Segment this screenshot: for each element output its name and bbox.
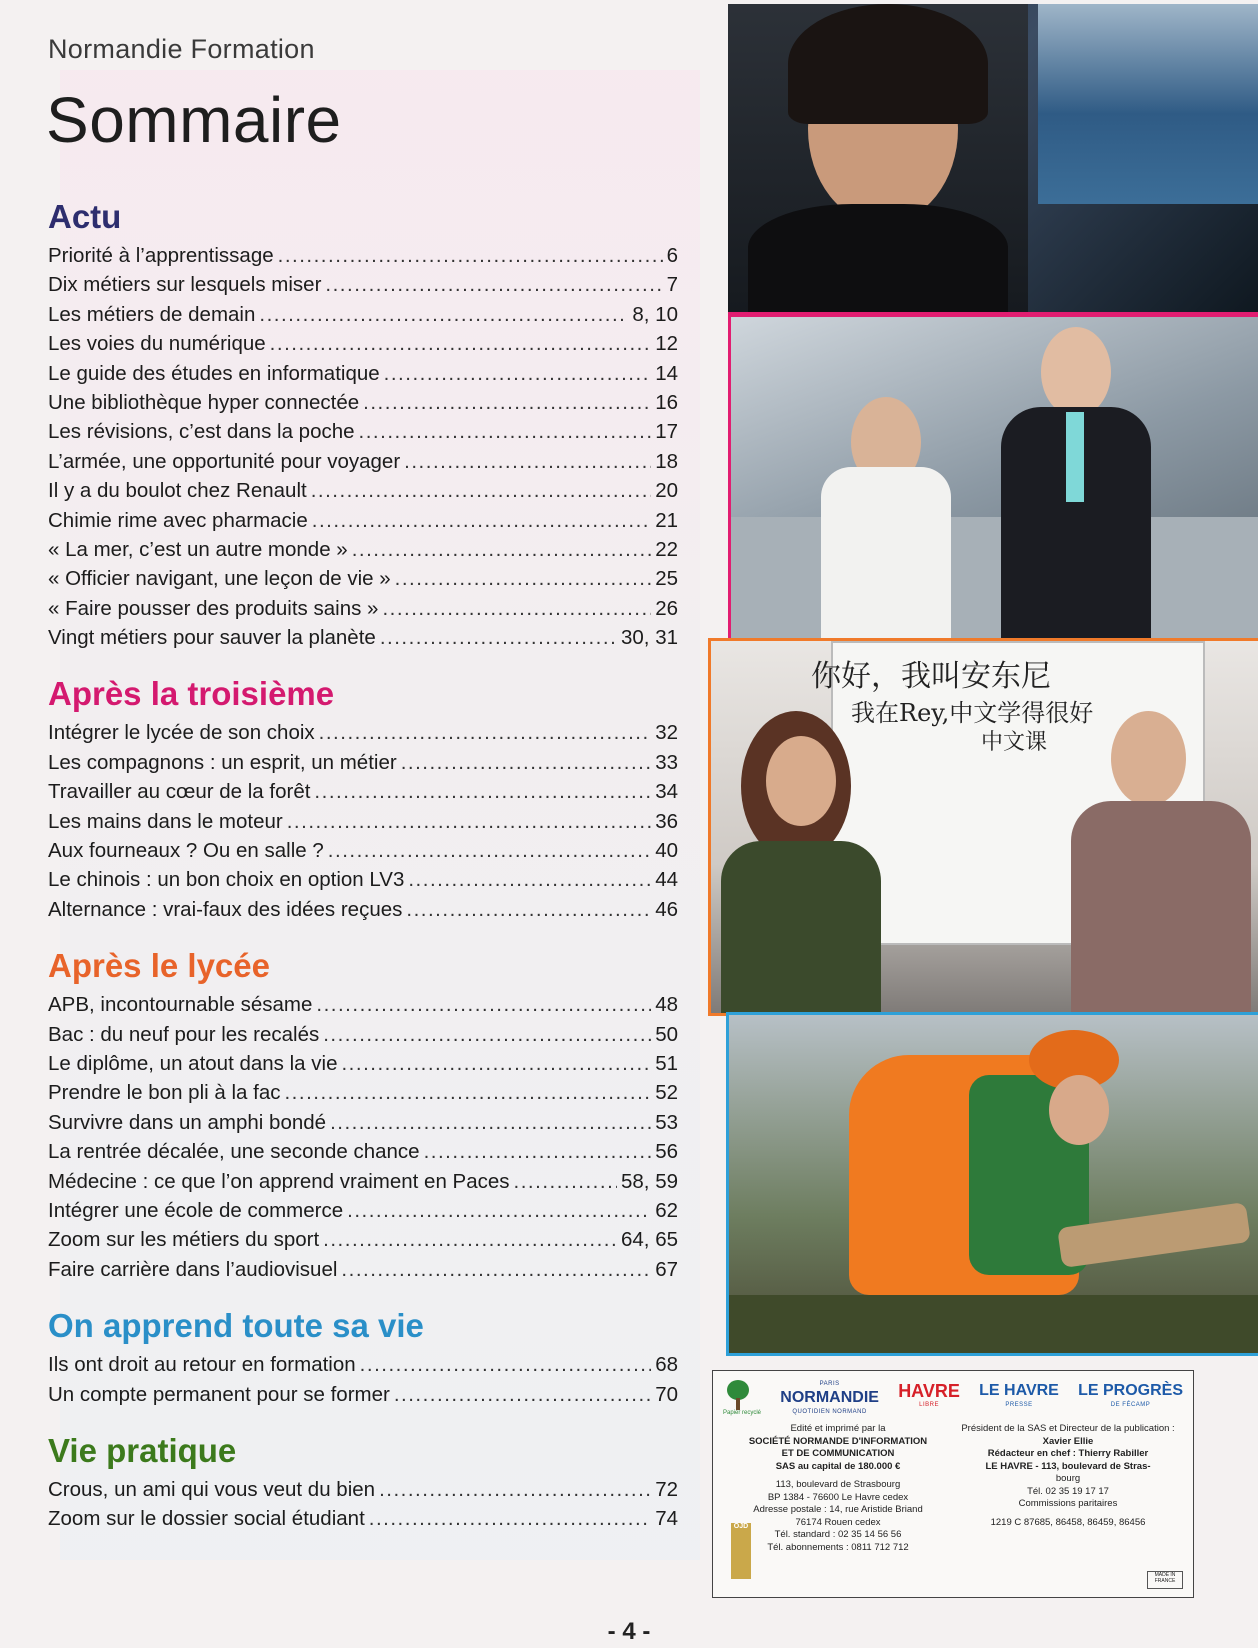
credits-line: ET DE COMMUNICATION — [781, 1448, 895, 1459]
dot-leader — [359, 417, 652, 446]
toc-entry-page: 21 — [655, 508, 678, 532]
toc-entry-label: Zoom sur le dossier social étudiant — [48, 1507, 365, 1531]
toc-entry[interactable] — [48, 895, 678, 924]
photo-student-simulator — [728, 4, 1258, 315]
toc-entry-label: Priorité à l’apprentissage — [48, 244, 274, 267]
photo-chinese-class — [708, 638, 1258, 1016]
ojd-badge: OJD — [731, 1523, 751, 1579]
toc-entry-page: 22 — [655, 537, 678, 561]
toc-entry-label: Faire carrière dans l’audiovisuel — [48, 1257, 338, 1281]
toc-entry[interactable] — [48, 594, 678, 623]
dot-leader — [408, 865, 651, 894]
toc-entry[interactable] — [48, 1020, 678, 1049]
toc-entry-page: 36 — [655, 809, 678, 833]
toc-entry[interactable] — [48, 1078, 678, 1107]
toc-entry[interactable] — [48, 1049, 678, 1078]
toc-entry[interactable] — [48, 447, 678, 476]
toc-entry-label: « Faire pousser des produits sains » — [48, 596, 379, 620]
dot-leader — [278, 241, 663, 270]
toc-entry-label: Les révisions, c’est dans la poche — [48, 420, 355, 444]
credits-line: Xavier Ellie — [1042, 1435, 1094, 1447]
dot-leader — [404, 447, 651, 476]
toc-entry-page: 46 — [655, 897, 678, 921]
toc-entry[interactable] — [48, 865, 678, 894]
toc-entry[interactable] — [48, 777, 678, 806]
section-apres-troisieme — [48, 674, 678, 924]
toc-entry-label: « La mer, c’est un autre monde » — [48, 537, 348, 561]
toc-entry[interactable] — [48, 564, 678, 593]
credits-line: Adresse postale : 14, rue Aristide Briand — [753, 1504, 923, 1515]
logo-le-progres: LE PROGRÈS DE FÉCAMP — [1078, 1382, 1183, 1408]
dot-leader — [380, 623, 617, 652]
credits-line: BP 1384 - 76600 Le Havre cedex — [767, 1491, 909, 1503]
credits-line: 113, boulevard de Strasbourg — [775, 1479, 901, 1490]
toc-entry-label: Dix métiers sur lesquels miser — [48, 273, 322, 297]
dot-leader — [287, 807, 651, 836]
toc-entry[interactable] — [48, 748, 678, 777]
toc-entry[interactable] — [48, 1225, 678, 1254]
toc-entry-page: 34 — [655, 780, 678, 804]
toc-entry-page: 18 — [655, 449, 678, 473]
board-text-line3: 中文课 — [981, 730, 1048, 755]
toc-entry[interactable] — [48, 329, 678, 358]
toc-entry-label: Une bibliothèque hyper connectée — [48, 390, 360, 414]
dot-leader — [395, 564, 652, 593]
toc-entry-label: L’armée, une opportunité pour voyager — [48, 449, 401, 473]
toc-entry-label: Les métiers de demain — [48, 302, 256, 326]
credits-line: SOCIÉTÉ NORMANDE D'INFORMATION — [748, 1435, 928, 1447]
section-heading: Après la troisième — [48, 675, 335, 713]
toc-entry[interactable] — [48, 1196, 678, 1225]
toc-entry-page: 44 — [655, 868, 678, 892]
toc-entry[interactable] — [48, 718, 678, 747]
dot-leader — [514, 1167, 617, 1196]
toc-entry-page: 14 — [655, 361, 678, 385]
board-text-line2: 我在Rey,中文学得很好 — [851, 699, 1094, 727]
toc-entry[interactable] — [48, 1137, 678, 1166]
toc-entry-label: Les compagnons : un esprit, un métier — [48, 750, 397, 774]
toc-entry-label: Zoom sur les métiers du sport — [48, 1228, 320, 1252]
section-actu — [48, 197, 678, 652]
section-heading: On apprend toute sa vie — [48, 1307, 424, 1345]
dot-leader — [284, 1078, 651, 1107]
toc-entry-page: 40 — [655, 839, 678, 863]
dot-leader — [401, 748, 651, 777]
toc-entry-page: 74 — [655, 1507, 678, 1531]
toc-entry-page: 17 — [655, 420, 678, 444]
dot-leader — [312, 506, 651, 535]
toc-entry-label: Médecine : ce que l’on apprend vraiment en Paces — [48, 1169, 510, 1193]
section-vie-pratique — [48, 1431, 678, 1534]
toc-entry-page: 32 — [655, 721, 678, 745]
photo-forestry — [726, 1012, 1258, 1356]
dot-leader — [363, 388, 651, 417]
credits-line: bourg — [1055, 1473, 1081, 1484]
credits-line: SAS au capital de 180.000 € — [775, 1460, 901, 1472]
toc-entry-page: 64, 65 — [621, 1228, 678, 1252]
credits-line: Tél. abonnements : 0811 712 712 — [767, 1541, 909, 1553]
page-title: Sommaire — [46, 84, 342, 156]
toc-entry[interactable] — [48, 270, 678, 299]
dot-leader — [341, 1255, 651, 1284]
toc-entry[interactable] — [48, 1380, 678, 1409]
credits-line: Président de la SAS et Directeur de la publication : — [961, 1423, 1175, 1434]
toc-entry[interactable] — [48, 388, 678, 417]
toc-entry-label: Bac : du neuf pour les recalés — [48, 1022, 320, 1046]
toc-entry-label: Intégrer une école de commerce — [48, 1198, 344, 1222]
toc-entry-page: 67 — [655, 1257, 678, 1281]
board-text-line1: 你好，我叫安东尼 — [811, 659, 1051, 694]
credits-line: Tél. 02 35 19 17 17 — [1027, 1485, 1109, 1497]
certification-badge: MADE IN FRANCE — [1147, 1571, 1183, 1589]
toc-entry-label: Travailler au cœur de la forêt — [48, 780, 311, 804]
dot-leader — [347, 1196, 651, 1225]
credits-line: 1219 C 87685, 86458, 86459, 86456 — [990, 1516, 1146, 1528]
logo-le-havre-presse: LE HAVRE PRESSE — [979, 1382, 1059, 1408]
paper-logo: Papier recyclé — [723, 1380, 761, 1416]
toc-entry-page: 62 — [655, 1198, 678, 1222]
toc-entry[interactable] — [48, 623, 678, 652]
toc-entry[interactable] — [48, 1167, 678, 1196]
toc-entry-page: 26 — [655, 596, 678, 620]
dot-leader — [311, 476, 651, 505]
toc-entry[interactable] — [48, 300, 678, 329]
logo-paris-normandie: PARIS NORMANDIE QUOTIDIEN NORMAND — [780, 1381, 879, 1415]
toc-entry-label: Ils ont droit au retour en formation — [48, 1353, 356, 1377]
toc-entry-label: Le chinois : un bon choix en option LV3 — [48, 868, 405, 892]
brand-name: Normandie Formation — [48, 34, 315, 64]
toc-entry-page: 6 — [666, 244, 678, 267]
photo-cooking-class — [728, 314, 1258, 642]
toc-entry[interactable] — [48, 535, 678, 564]
credits-line: LE HAVRE - 113, boulevard de Stras- — [985, 1460, 1151, 1472]
dot-leader — [330, 1108, 651, 1137]
toc-entry-label: APB, incontournable sésame — [48, 993, 313, 1017]
section-heading: Actu — [48, 198, 122, 235]
toc-entry[interactable] — [48, 1504, 678, 1533]
dot-leader — [424, 1137, 652, 1166]
dot-leader — [270, 329, 652, 358]
toc-entry-page: 25 — [655, 567, 678, 591]
dot-leader — [406, 895, 651, 924]
toc-entry-label: Le diplôme, un atout dans la vie — [48, 1051, 338, 1075]
dot-leader — [316, 990, 651, 1019]
toc-entry-page: 56 — [655, 1140, 678, 1164]
toc-entry[interactable] — [48, 359, 678, 388]
toc-entry[interactable] — [48, 241, 678, 270]
credits-right-column — [953, 1423, 1183, 1554]
tree-icon — [723, 1380, 753, 1410]
toc-entry-label: Chimie rime avec pharmacie — [48, 508, 308, 532]
dot-leader — [379, 1475, 651, 1504]
credits-line: 76174 Rouen cedex — [795, 1516, 881, 1528]
toc-entry-label: Vingt métiers pour sauver la planète — [48, 626, 376, 650]
toc-entry-page: 30, 31 — [621, 626, 678, 650]
toc-entry-label: Alternance : vrai-faux des idées reçues — [48, 897, 403, 921]
toc-entry[interactable] — [48, 1475, 678, 1504]
toc-entry-page: 72 — [655, 1477, 678, 1501]
toc-entry-label: « Officier navigant, une leçon de vie » — [48, 567, 391, 591]
dot-leader — [325, 270, 662, 299]
dot-leader — [360, 1350, 652, 1379]
dot-leader — [259, 300, 628, 329]
toc-entry-page: 58, 59 — [621, 1169, 678, 1193]
credits-line: Rédacteur en chef : Thierry Rabiller — [987, 1448, 1149, 1459]
toc-entry-page: 70 — [655, 1382, 678, 1406]
credits-left-column — [723, 1423, 953, 1554]
toc-entry-label: Intégrer le lycée de son choix — [48, 721, 315, 745]
dot-leader — [394, 1380, 651, 1409]
toc-entry-page: 48 — [655, 993, 678, 1017]
toc-entry-label: Les voies du numérique — [48, 332, 266, 356]
toc-entry-page: 52 — [655, 1081, 678, 1105]
toc-entry-page: 68 — [655, 1353, 678, 1377]
logo-havre-libre: HAVRE LIBRE — [898, 1381, 960, 1408]
toc-entry-page: 53 — [655, 1110, 678, 1134]
toc-entry-label: Crous, un ami qui vous veut du bien — [48, 1477, 376, 1501]
credits-line: Edité et imprimé par la — [790, 1423, 886, 1434]
credits-line: Commissions paritaires — [1018, 1498, 1118, 1509]
section-apprend-toute-sa-vie — [48, 1306, 678, 1409]
dot-leader — [382, 594, 651, 623]
dot-leader — [384, 359, 652, 388]
toc-entry-page: 50 — [655, 1022, 678, 1046]
dot-leader — [323, 1225, 617, 1254]
toc-entry-label: Il y a du boulot chez Renault — [48, 479, 307, 503]
dot-leader — [323, 1020, 651, 1049]
toc-entry-label: Le guide des études en informatique — [48, 361, 380, 385]
dot-leader — [341, 1049, 651, 1078]
toc-entry-page: 12 — [655, 332, 678, 356]
toc-entry-label: Prendre le bon pli à la fac — [48, 1081, 281, 1105]
toc-entry[interactable] — [48, 1108, 678, 1137]
toc-entry-page: 51 — [655, 1051, 678, 1075]
publication-credits — [712, 1370, 1194, 1598]
toc-entry-label: Aux fourneaux ? Ou en salle ? — [48, 839, 324, 863]
dot-leader — [314, 777, 651, 806]
toc-entry-label: Un compte permanent pour se former — [48, 1382, 390, 1406]
dot-leader — [319, 718, 652, 747]
toc-entry[interactable] — [48, 506, 678, 535]
toc-entry[interactable] — [48, 1350, 678, 1379]
dot-leader — [352, 535, 651, 564]
toc-entry-page: 7 — [666, 273, 678, 297]
toc-entry-page: 33 — [655, 750, 678, 774]
toc-entry[interactable] — [48, 836, 678, 865]
toc-entry[interactable] — [48, 990, 678, 1019]
section-heading: Après le lycée — [48, 947, 270, 985]
toc-entry-page: 20 — [655, 479, 678, 503]
toc-entry[interactable] — [48, 417, 678, 446]
toc-entry-label: Les mains dans le moteur — [48, 809, 283, 833]
page-number: - 4 - — [607, 1618, 651, 1645]
dot-leader — [328, 836, 651, 865]
toc-entry-page: 16 — [655, 390, 678, 414]
toc-entry[interactable] — [48, 476, 678, 505]
toc-entry-label: Survivre dans un amphi bondé — [48, 1110, 327, 1134]
credits-line: Tél. standard : 02 35 14 56 56 — [774, 1529, 902, 1540]
section-apres-lycee — [48, 946, 678, 1284]
section-heading: Vie pratique — [48, 1431, 237, 1469]
toc-entry[interactable] — [48, 807, 678, 836]
table-of-contents — [48, 24, 678, 1534]
toc-entry-label: La rentrée décalée, une seconde chance — [48, 1140, 420, 1164]
toc-entry-page: 8, 10 — [632, 302, 678, 326]
toc-entry[interactable] — [48, 1255, 678, 1284]
dot-leader — [369, 1504, 651, 1533]
